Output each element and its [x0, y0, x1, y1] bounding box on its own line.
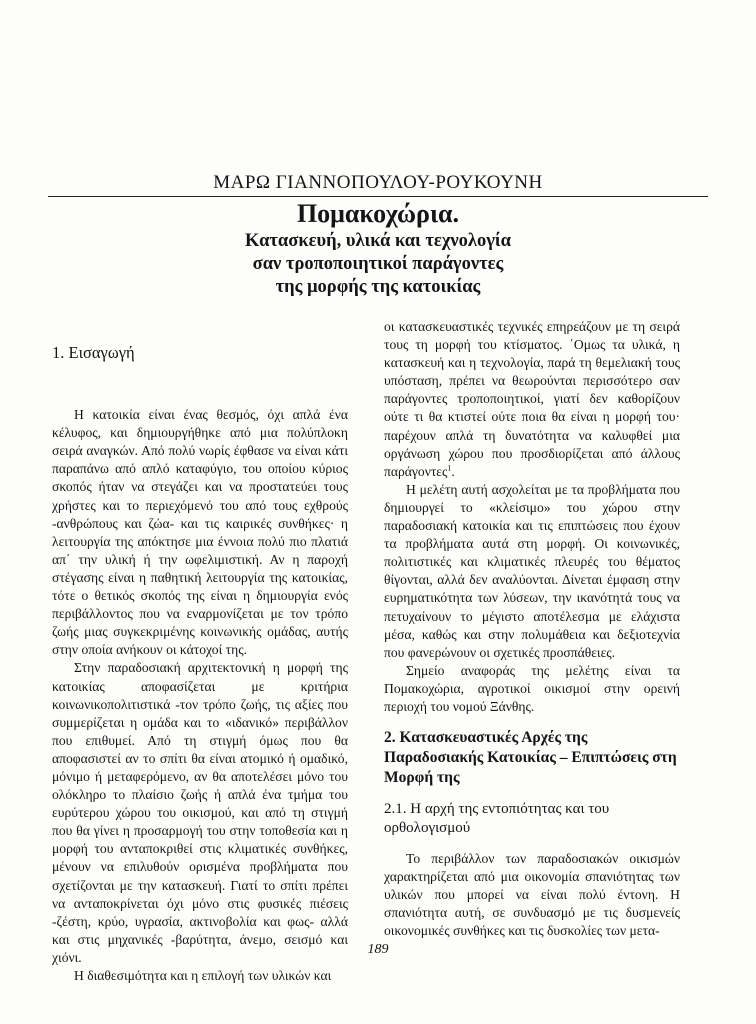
page-number: 189	[367, 942, 389, 957]
section-heading-introduction: 1. Εισαγωγή	[52, 343, 135, 362]
subtitle-line-2: σαν τροποποιητικοί παράγοντες	[252, 254, 504, 274]
author-name: ΜΑΡΩ ΓΙΑΝΝΟΠΟΥΛΟΥ-ΡΟΥΚΟΥΝΗ	[213, 172, 543, 193]
body-paragraph-continued	[384, 318, 680, 481]
subtitle-line-3: της μορφής της κατοικίας	[275, 277, 481, 297]
subsection-heading-2-1: 2.1. Η αρχή της εντοπιότητας και του ορθολογισμού	[384, 801, 610, 837]
header-rule	[48, 196, 708, 197]
body-paragraph: Η κατοικία είναι ένας θεσμός, όχι απλά ένα κέλυφος, και δημιουργήθηκε από μια πολύπλοκη σειρά αναγκών. Από πολύ νωρίς έφθασε να είναι κάτι παραπάνω από απλό καταφύγιο, του οποίου κύριος σκοπός ήταν να στεγάζει και να προστατεύει τους χρήστες και το περιεχόμενό του από τους εχθρούς -ανθρώπους και ζώα- και τις καιρικές συνθήκες· η λειτουργία της απόκτησε μια έννοια πολύ πιο πλατιά απ΄ την υλική ή την ωφελιμιστική. Αν η παροχή στέγασης είναι η παθητική λειτουργία της κατοικίας, τότε ο θετικός σκοπός της είναι η δημιουργία ενός περιβάλλοντος που να εναρμονίζεται με τον τρόπο ζωής μιας συγκεκριμένης κοινωνικής ομάδας, αυτής στην οποία ανήκουν οι κάτοχοί της.	[52, 407, 348, 658]
body-paragraph: Η μελέτη αυτή ασχολείται με τα προβλήματα που δημιουργεί το «κλείσιμο» του χώρου στην παραδοσιακή κατοικία και τις επιπτώσεις που έχουν τα προβλήματα αυτά στη μορφή. Οι κοινωνικές, πολιτιστικές και κλιματικές πλευρές του θέματος θίγονται, αλλά δεν αναλύονται. Δίνεται έμφαση στην ευρηματικότητα των λύσεων, την ικανότητά τους να πετυχαίνουν το μέγιστο αποτέλεσμα με ελάχιστα μέσα, καθώς και στην πολυμάθεια και δεξιοτεχνία που φανερώνουν οι σχετικές προσπάθειες.	[384, 481, 680, 660]
paragraph-end: .	[451, 463, 455, 479]
left-column	[52, 318, 348, 985]
article-title: Πομακοχώρια.	[296, 199, 460, 228]
body-paragraph: Το περιβάλλον των παραδοσιακών οικισμών χαρακτηρίζεται από μια οικονομία σπανιότητας των υλικών που μπορεί να είναι πολύ έντονη. Η σπανιότητα αυτή, σε συνδυασμό με τις δυσμενείς οικονομικές συνθήκες και τις δυσκολίες των μετα-	[384, 851, 680, 939]
right-column	[384, 318, 680, 941]
article-title-block	[48, 198, 708, 299]
body-paragraph: Στην παραδοσιακή αρχιτεκτονική η μορφή της κατοικίας αποφασίζεται με κριτήρια κοινωνικοπολιτιστικά -τον τρόπο ζωής, τις αξίες που συμμερίζεται η ομάδα και το «ιδανικό» περιβάλλον που επιθυμεί. Από τη στιγμή όμως που θα αποφασιστεί αν το σπίτι θα είναι ατομικό ή ομαδικό, μόνιμο ή μεταφερόμενο, αν θα αποτελέσει μόνο του ολόκληρο το πλαίσιο ζωής ή απλά ένα τμήμα του ευρύτερου χώρου του οικισμού, και από τη στιγμή που θα γίνει η προσαρμογή του στην τοποθεσία και η μορφή του ανταποκριθεί στις κλιματικές συνθήκες, μένουν να επιλυθούν ορισμένα προβλήματα που σχετίζονται με την κατασκευή. Γιατί το σπίτι πρέπει να ανταποκρίνεται όχι μόνο στις φυσικές πιέσεις -ζέστη, κρύο, υγρασία, ακτινοβολία και φως- αλλά και στις μηχανικές -βαρύτητα, άνεμο, σεισμό και χιόνι.	[52, 660, 348, 965]
paragraph-text: οι κατασκευαστικές τεχνικές επηρεάζουν με τη σειρά τους τη μορφή του κτίσματος. ΄Ομως τα υλικά, η κατασκευή και η τεχνολογία, παρά τη θεμελιακή τους υπόσταση, πρέπει να θεωρούνται περισσότερο σαν παράγοντες τροποποιητικοί, γιατί δεν καθορίζουν ούτε τι θα κτιστεί ούτε ποια θα είναι η μορφή του· παρέχουν απλά τη δυνατότητα να καλυφθεί μια οργάνωση χώρου που προσδιορίζεται από άλλους παράγοντες	[384, 319, 680, 479]
footnote-reference[interactable]: 1	[447, 463, 452, 473]
body-paragraph: Η διαθεσιμότητα και η επιλογή των υλικών και	[74, 968, 332, 983]
body-paragraph: Σημείο αναφοράς της μελέτης είναι τα Πομακοχώρια, αγροτικοί οικισμοί στην ορεινή περιοχή του νομού Ξάνθης.	[384, 662, 680, 714]
section-heading-2: 2. Κατασκευαστικές Αρχές της Παραδοσιακής Κατοικίας – Επιπτώσεις στη Μορφή της	[384, 729, 677, 787]
subtitle-line-1: Κατασκευή, υλικά και τεχνολογία	[245, 231, 511, 251]
